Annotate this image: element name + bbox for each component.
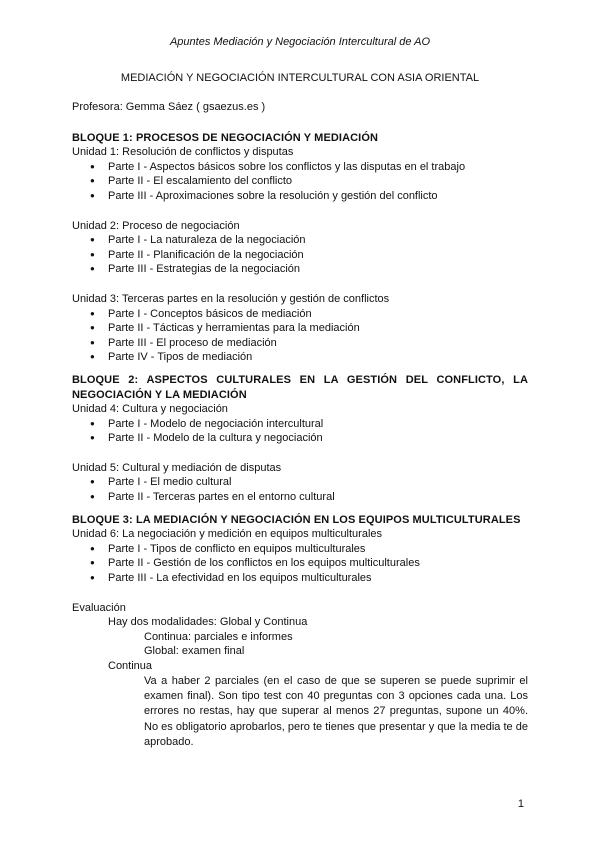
continua-paragraph: Va a haber 2 parciales (en el caso de que se superen se puede suprimir el examen final). Son tipo test con 40 preguntas con 3 opciones cada una. Los errores no restas, hay que superar al menos 27 preguntas, supone un 40%. No es obligatorio aprobarlos, pero te tienes que presentar y que la media te de aprobado.: [144, 674, 528, 749]
evaluation-title: Evaluación: [72, 601, 126, 614]
list-item: ● Parte II - Gestión de los conflictos en los equipos multiculturales: [108, 556, 528, 571]
list-item: ● Parte II - Modelo de la cultura y negociación: [108, 431, 528, 446]
list-item: ● Parte II - Planificación de la negociación: [108, 248, 528, 263]
list-item: ● Parte II - El escalamiento del conflicto: [108, 174, 528, 189]
list-item: ● Parte I - Tipos de conflicto en equipos multiculturales: [108, 542, 528, 557]
list-item: ● Parte I - Aspectos básicos sobre los conflictos y las disputas en el trabajo: [108, 160, 528, 175]
unit-1-list: [72, 160, 528, 204]
list-item: ● Parte IV - Tipos de mediación: [108, 350, 528, 365]
global-definition: Global: examen final: [144, 645, 245, 658]
unit-5-list: [72, 475, 528, 504]
document-title: MEDIACIÓN Y NEGOCIACIÓN INTERCULTURAL CON ASIA ORIENTAL: [120, 72, 480, 84]
page-header: Apuntes Mediación y Negociación Intercultural de AO: [169, 36, 431, 48]
document-body: [72, 100, 528, 751]
list-item: ● Parte III - Aproximaciones sobre la resolución y gestión del conflicto: [108, 189, 528, 204]
unit-4-list: [72, 417, 528, 446]
unit-2-list: [72, 233, 528, 277]
list-item: ● Parte I - Conceptos básicos de mediación: [108, 307, 528, 322]
unit-2-title: Unidad 2: Proceso de negociación: [72, 219, 240, 232]
evaluation-modalities: Hay dos modalidades: Global y Continua: [108, 616, 308, 629]
list-item: ● Parte I - La naturaleza de la negociación: [108, 233, 528, 248]
unit-4-title: Unidad 4: Cultura y negociación: [72, 403, 228, 416]
list-item: ● Parte III - El proceso de mediación: [108, 336, 528, 351]
teacher-line: Profesora: Gemma Sáez ( gsaezus.es ): [72, 101, 266, 113]
list-item: ● Parte III - Estrategias de la negociación: [108, 262, 528, 277]
unit-3-list: [72, 307, 528, 365]
continua-definition: Continua: parciales e informes: [144, 630, 293, 643]
list-item: ● Parte III - La efectividad en los equipos multiculturales: [108, 571, 528, 586]
unit-1-title: Unidad 1: Resolución de conflictos y disputas: [72, 146, 294, 159]
unit-6-list: [72, 542, 528, 586]
block-3-title: BLOQUE 3: LA MEDIACIÓN Y NEGOCIACIÓN EN LOS EQUIPOS MULTICULTURALES: [72, 513, 521, 526]
page-number: 1: [517, 798, 524, 810]
list-item: ● Parte II - Tácticas y herramientas para la mediación: [108, 321, 528, 336]
block-1-title: BLOQUE 1: PROCESOS DE NEGOCIACIÓN Y MEDIACIÓN: [72, 131, 379, 144]
continua-title: Continua: [108, 660, 153, 672]
unit-5-title: Unidad 5: Cultural y mediación de disputas: [72, 461, 282, 474]
list-item: ● Parte II - Terceras partes en el entorno cultural: [108, 490, 528, 505]
list-item: ● Parte I - Modelo de negociación intercultural: [108, 417, 528, 432]
unit-3-title: Unidad 3: Terceras partes en la resolución y gestión de conflictos: [72, 292, 390, 305]
unit-6-title: Unidad 6: La negociación y medición en equipos multiculturales: [72, 528, 383, 541]
list-item: ● Parte I - El medio cultural: [108, 475, 528, 490]
block-2-title: BLOQUE 2: ASPECTOS CULTURALES EN LA GESTIÓN DEL CONFLICTO, LA NEGOCIACIÓN Y LA MEDIACIÓN: [72, 373, 528, 401]
